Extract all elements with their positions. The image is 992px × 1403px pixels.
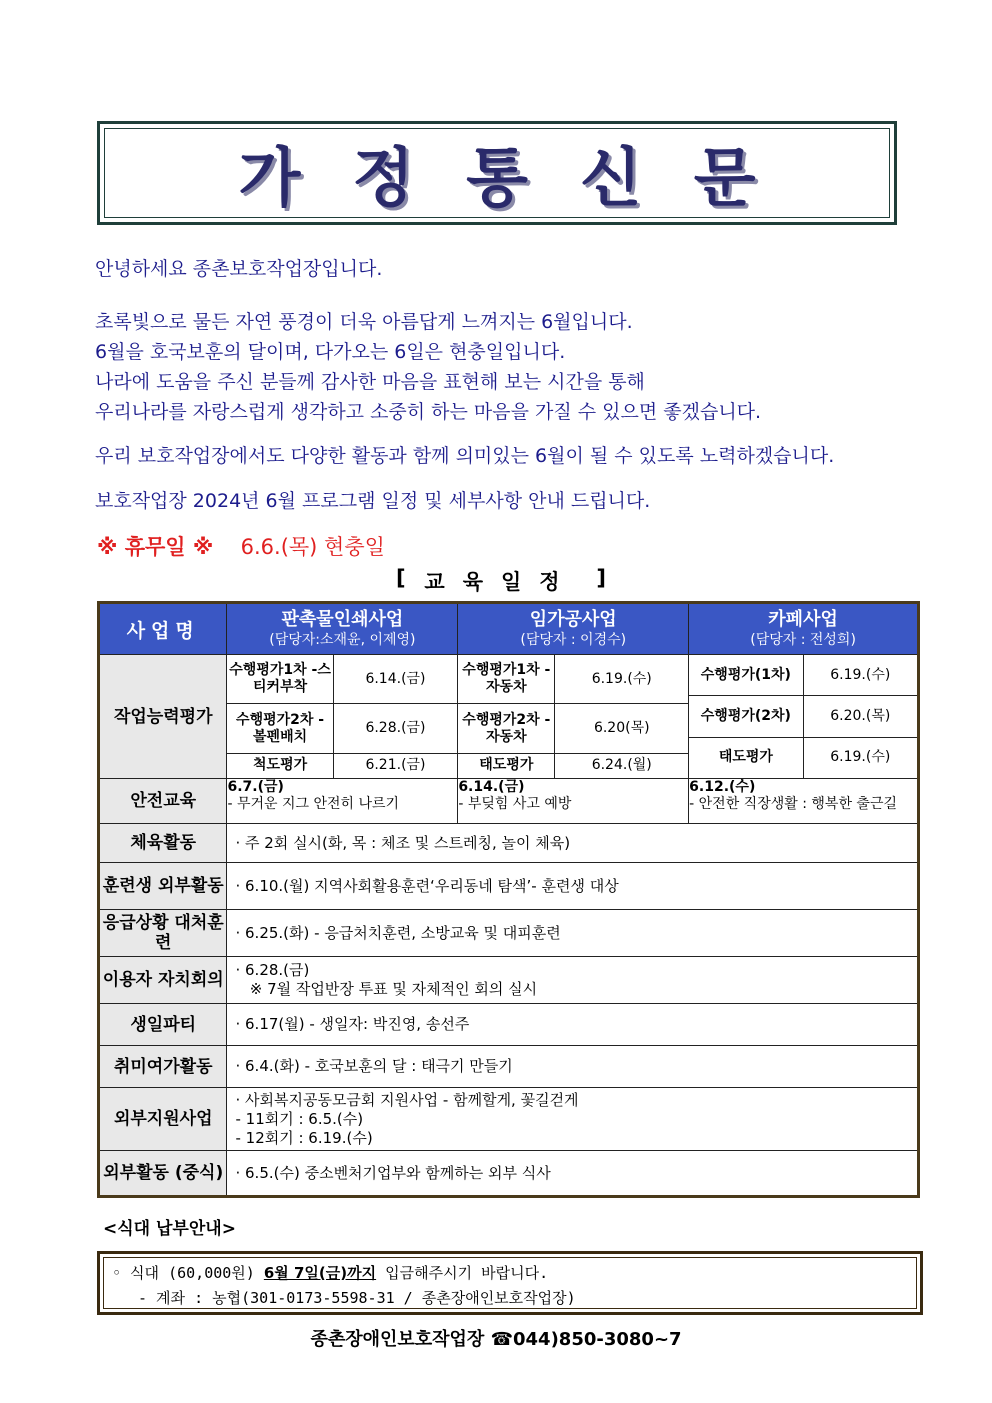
header-business-name: 사업명 <box>99 603 227 655</box>
row-label: 외부활동 (중식) <box>99 1151 227 1197</box>
title-inner-frame <box>104 128 890 218</box>
row-label: 응급상황 대처훈련 <box>99 910 227 957</box>
ability-inner-table <box>227 655 457 778</box>
intro-line: 6월을 호국보훈의 달이며, 다가오는 6일은 현충일입니다. <box>95 341 566 363</box>
meal-prefix: ◦ 식대 (60,000원) <box>112 1264 255 1282</box>
header-col-name: 판촉물인쇄사업 <box>281 609 404 630</box>
ability-date: 6.21.(금) <box>333 753 457 778</box>
row-label: 안전교육 <box>99 779 227 824</box>
ability-item: 수행평가(1차) <box>689 655 803 696</box>
table-row-safety <box>99 779 919 824</box>
row-label: 이용자 자치회의 <box>99 957 227 1004</box>
row-line: ※ 7월 작업반장 투표 및 자체적인 회의 실시 <box>235 980 538 998</box>
holiday-date: 6.6.(목) 현충일 <box>240 535 385 559</box>
holiday-notice <box>97 531 385 561</box>
safety-desc: - 부딪힘 사고 예방 <box>458 796 572 812</box>
row-label: 체육활동 <box>99 824 227 863</box>
row-content <box>227 910 919 957</box>
safety-cell <box>227 779 458 824</box>
meal-box <box>97 1251 923 1315</box>
ability-item: 태도평가 <box>458 753 555 778</box>
intro-paragraph <box>95 307 915 427</box>
ability-item: 수행평가2차 - 자동차 <box>458 704 555 753</box>
row-line: · 6.28.(금) <box>235 961 310 979</box>
row-content <box>227 1088 919 1151</box>
row-label: 취미여가활동 <box>99 1046 227 1088</box>
row-label: 작업능력평가 <box>99 655 227 779</box>
header-col-name: 카페사업 <box>768 609 838 630</box>
meal-heading: <식대 납부안내> <box>103 1219 236 1239</box>
row-content <box>227 824 919 863</box>
ability-item: 수행평가1차 - 자동차 <box>458 655 555 704</box>
ability-date: 6.20(목) <box>555 704 688 753</box>
ability-col-cafe <box>689 655 919 779</box>
row-line: · 사회복지공동모금회 지원사업 - 함께할게, 꽃길걷게 <box>235 1090 579 1109</box>
bracket-open: [ <box>396 566 406 590</box>
ability-item: 수행평가2차 - 볼펜배치 <box>227 704 333 753</box>
effort-line: 우리 보호작업장에서도 다양한 활동과 함께 의미있는 6월이 될 수 있도록 노력하겠습니다. <box>95 445 835 467</box>
table-header-row <box>99 603 919 655</box>
row-line: · 주 2회 실시(화, 목 : 체조 및 스트레칭, 놀이 체육) <box>235 833 571 852</box>
meal-suffix: 입금해주시기 바랍니다. <box>385 1264 549 1282</box>
row-label: 훈련생 외부활동 <box>99 863 227 910</box>
table-row <box>99 863 919 910</box>
safety-desc: - 무거운 지그 안전히 나르기 <box>227 796 400 812</box>
row-content <box>227 1151 919 1197</box>
header-col-name: 임가공사업 <box>529 609 617 630</box>
row-content <box>227 1004 919 1046</box>
ability-item: 태도평가 <box>689 737 803 778</box>
header-col-manager: (담당자 : 전성희) <box>750 632 856 648</box>
meal-account: - 계좌 : 농협(301-0173-5598-31 / 종촌장애인보호작업장) <box>138 1289 576 1307</box>
meal-line-1 <box>112 1261 908 1286</box>
ability-date: 6.14.(금) <box>333 655 457 704</box>
table-row <box>99 1151 919 1197</box>
table-row <box>99 1088 919 1151</box>
ability-date: 6.19.(수) <box>803 655 917 696</box>
page-title: 가정통신문 <box>238 142 808 216</box>
intro-line: 초록빛으로 물든 자연 풍경이 더욱 아름답게 느껴지는 6월입니다. <box>95 311 633 333</box>
intro-line: 나라에 도움을 주신 분들께 감사한 마음을 표현해 보는 시간을 통해 <box>95 371 645 393</box>
row-label: 생일파티 <box>99 1004 227 1046</box>
header-col-manager: (담당자 : 이경수) <box>520 632 627 648</box>
row-line: · 6.4.(화) - 호국보훈의 달 : 태극기 만들기 <box>235 1057 513 1075</box>
schedule-table <box>97 601 920 1198</box>
holiday-label: ※ 휴무일 ※ <box>97 535 214 559</box>
header-col-cafe <box>689 603 919 655</box>
ability-inner-table <box>689 655 917 778</box>
row-line: · 6.17(월) - 생일자: 박진영, 송선주 <box>235 1015 470 1033</box>
ability-item: 수행평가1차 -스티커부착 <box>227 655 333 704</box>
row-label: 외부지원사업 <box>99 1088 227 1151</box>
greeting: 안녕하세요 종촌보호작업장입니다. <box>95 258 383 280</box>
row-line: · 6.25.(화) - 응급처치훈련, 소방교육 및 대피훈련 <box>235 923 561 942</box>
meal-deadline: 6월 7일(금)까지 <box>263 1264 377 1282</box>
ability-col-processing <box>458 655 689 779</box>
table-row <box>99 1046 919 1088</box>
safety-date: 6.14.(금) <box>458 779 525 795</box>
row-line: · 6.10.(월) 지역사회활용훈련‘우리동네 탐색’- 훈련생 대상 <box>235 876 619 895</box>
safety-desc: - 안전한 직장생활 : 행복한 출근길 <box>689 796 897 812</box>
row-content <box>227 1046 919 1088</box>
ability-date: 6.19.(수) <box>803 737 917 778</box>
meal-inner <box>103 1257 917 1309</box>
table-row-ability <box>99 655 919 779</box>
schedule-title <box>396 566 606 596</box>
ability-date: 6.24.(월) <box>555 753 688 778</box>
notice-line: 보호작업장 2024년 6월 프로그램 일정 및 세부사항 안내 드립니다. <box>95 490 651 512</box>
table-row <box>99 824 919 863</box>
ability-date: 6.28.(금) <box>333 704 457 753</box>
ability-inner-table <box>458 655 688 778</box>
table-row <box>99 1004 919 1046</box>
safety-date: 6.7.(금) <box>227 779 284 795</box>
title-box <box>97 121 897 225</box>
ability-item: 수행평가(2차) <box>689 696 803 738</box>
bracket-close: ] <box>596 566 606 590</box>
ability-date: 6.19.(수) <box>555 655 688 704</box>
ability-date: 6.20.(목) <box>803 696 917 738</box>
footer-contact: 종촌장애인보호작업장 ☎044)850-3080~7 <box>310 1329 682 1350</box>
schedule-title-text: 교육일정 <box>424 570 578 594</box>
row-line: - 11회기 : 6.5.(수) <box>235 1109 364 1128</box>
safety-cell <box>458 779 689 824</box>
row-content <box>227 957 919 1004</box>
header-col-processing <box>458 603 689 655</box>
safety-cell <box>689 779 919 824</box>
table-row <box>99 957 919 1004</box>
intro-line: 우리나라를 자랑스럽게 생각하고 소중히 하는 마음을 가질 수 있으면 좋겠습니다. <box>95 401 762 423</box>
row-line: · 6.5.(수) 중소벤처기업부와 함께하는 외부 식사 <box>235 1163 551 1182</box>
row-content <box>227 863 919 910</box>
safety-date: 6.12.(수) <box>689 779 756 795</box>
table-row <box>99 910 919 957</box>
ability-item: 척도평가 <box>227 753 333 778</box>
ability-col-print <box>227 655 458 779</box>
header-col-print <box>227 603 458 655</box>
header-col-manager: (담당자:소재윤, 이제영) <box>269 632 416 648</box>
row-line: - 12회기 : 6.19.(수) <box>235 1128 373 1147</box>
